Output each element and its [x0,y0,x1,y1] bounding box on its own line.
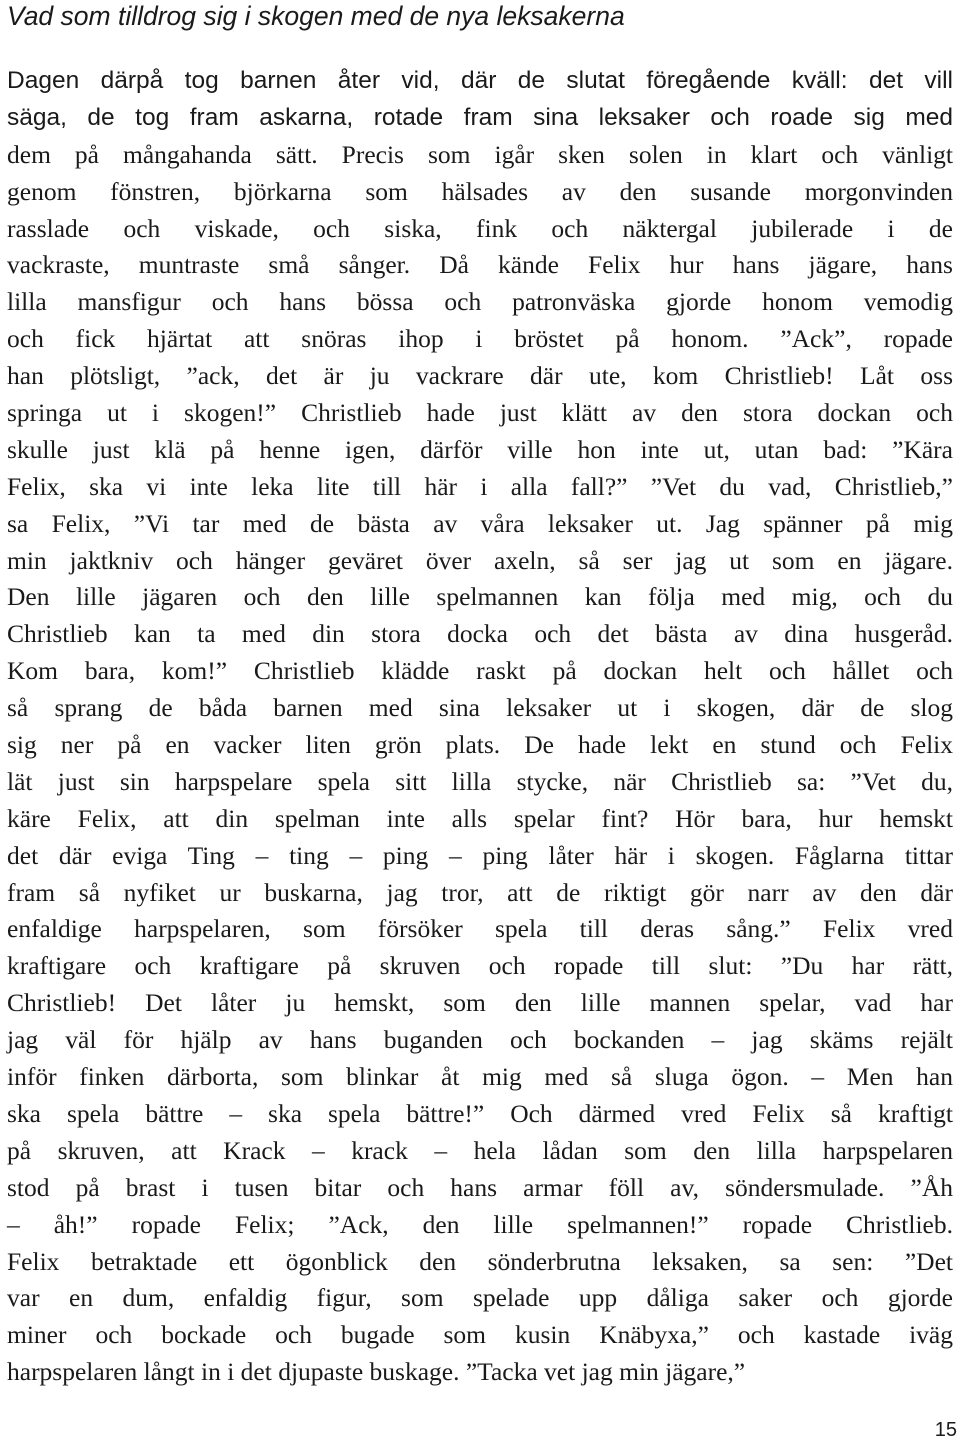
text-line: på skruven, att Krack – krack – hela lådan som den lilla harpspelaren [7,1135,953,1165]
text-line: Dagen därpå tog barnen åter vid, där de slutat föregående kväll: det vill [7,67,953,94]
text-line: vackraste, muntraste små sånger. Då kände Felix hur hans jägare, hans [7,250,953,280]
text-line: harpspelaren långt in i det djupaste buskage. ”Tacka vet jag min jägare,” [7,1357,746,1387]
text-line: så sprang de båda barnen med sina leksaker ut i skogen, där de slog [7,693,953,723]
text-line: Christlieb! Det låter ju hemskt, som den lille mannen spelar, vad har [7,988,953,1018]
text-line: och fick hjärtat att snöras ihop i bröstet på honom. ”Ack”, ropade [7,324,953,354]
text-line: han plötsligt, ”ack, det är ju vackrare där ute, kom Christlieb! Låt oss [7,361,953,391]
text-line: Felix betraktade ett ögonblick den sönderbrutna leksaken, sa sen: ”Det [7,1246,953,1276]
text-line: miner och bockade och bugade som kusin Knäbyxa,” och kastade iväg [7,1320,953,1350]
text-line: genom fönstren, björkarna som hälsades av den susande morgonvinden [7,176,953,206]
text-line: – åh!” ropade Felix; ”Ack, den lille spelmannen!” ropade Christlieb. [7,1209,953,1239]
text-line: min jaktkniv och hänger geväret över axeln, så ser jag ut som en jägare. [7,545,953,575]
text-line: stod på brast i tusen bitar och hans armar föll av, söndersmulade. ”Åh [7,1172,953,1202]
text-line: Den lille jägaren och den lille spelmannen kan följa med mig, och du [7,582,953,612]
text-line: Christlieb kan ta med din stora docka och det bästa av dina husgeråd. [7,619,953,649]
text-line: käre Felix, att din spelman inte alls spelar fint? Hör bara, hur hemskt [7,803,953,833]
text-line: skulle just klä på henne igen, därför ville hon inte ut, utan bad: ”Kära [7,434,953,464]
text-line: jag väl för hjälp av hans buganden och bockanden – jag skäms rejält [7,1025,953,1055]
text-line: enfaldige harpspelaren, som försöker spela till deras sång.” Felix vred [7,914,953,944]
text-line: fram så nyfiket ur buskarna, jag tror, att de riktigt gör narr av den där [7,877,953,907]
text-line: sig ner på en vacker liten grön plats. De hade lekt en stund och Felix [7,730,953,760]
text-line: Felix, ska vi inte leka lite till här i alla fall?” ”Vet du vad, Christlieb,” [7,471,953,501]
page [7,0,953,1387]
text-line: inför finken därborta, som blinkar åt mig med så sluga ögon. – Men han [7,1062,953,1092]
text-line: säga, de tog fram askarna, rotade fram sina leksaker och roade sig med [7,103,953,131]
body-text [7,63,953,1391]
text-line: Kom bara, kom!” Christlieb klädde raskt på dockan helt och hållet och [7,656,953,686]
text-line: var en dum, enfaldig figur, som spelade upp dåliga saker och gjorde [7,1283,953,1313]
chapter-title: Vad som tilldrog sig i skogen med de nya leksakerna [7,1,625,31]
text-line: lilla mansfigur och hans bössa och patronväska gjorde honom vemodig [7,287,953,317]
text-line: det där eviga Ting – ting – ping – ping låter här i skogen. Fåglarna tittar [7,840,953,870]
page-number: 15 [934,1419,957,1441]
text-line: dem på mångahanda sätt. Precis som igår sken solen in klart och vänligt [7,139,953,169]
text-line: ska spela bättre – ska spela bättre!” Och därmed vred Felix så kraftigt [7,1098,953,1128]
text-line: rasslade och viskade, och siska, fink och näktergal jubilerade i de [7,213,953,243]
text-line: lät just sin harpspelare spela sitt lilla stycke, när Christlieb sa: ”Vet du, [7,766,953,796]
text-line: kraftigare och kraftigare på skruven och ropade till slut: ”Du har rätt, [7,951,953,981]
text-line: springa ut i skogen!” Christlieb hade just klätt av den stora dockan och [7,398,953,428]
text-line: sa Felix, ”Vi tar med de bästa av våra leksaker ut. Jag spänner på mig [7,508,953,538]
